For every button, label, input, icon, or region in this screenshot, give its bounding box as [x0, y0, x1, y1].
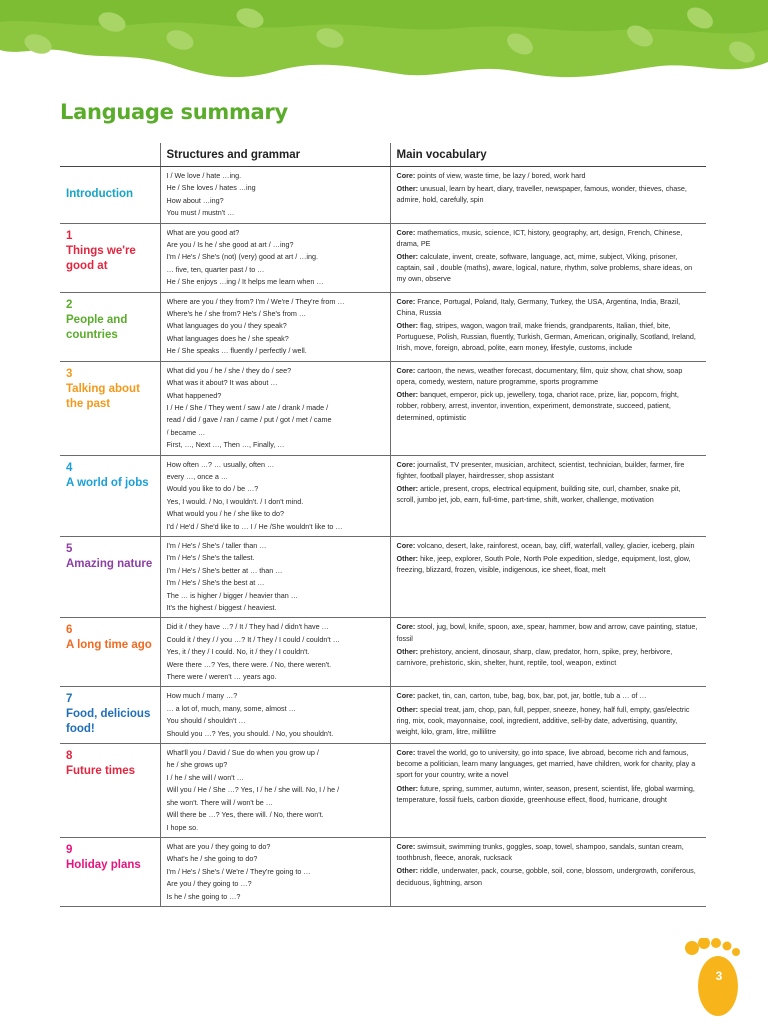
grammar-line: Will there be …? Yes, there will. / No, there won't.	[166, 810, 324, 820]
other-words: unusual, learn by heart, diary, traveller, newspaper, famous, wonder, thieves, chase, admire, hold, carefully, spin	[396, 184, 687, 205]
vocabulary-cell	[390, 687, 706, 744]
other-words: hike, jeep, explorer, South Pole, North Pole expedition, sledge, equipment, lost, glow, freezing, blizzard, frozen, visible, indigenous, ice sheet, float, melt	[396, 554, 691, 575]
vocabulary-cell	[390, 223, 706, 292]
grammar-line: Where are you / they from? I'm / We're / They're from …	[166, 296, 345, 306]
unit-cell	[60, 837, 160, 906]
other-vocabulary	[397, 483, 701, 505]
vocabulary-cell	[390, 536, 706, 617]
other-vocabulary	[397, 183, 701, 205]
unit-name: Introduction	[66, 188, 134, 200]
table-row	[60, 455, 706, 536]
other-vocabulary	[397, 553, 701, 575]
grammar-cell	[160, 361, 390, 455]
other-vocabulary	[397, 389, 701, 423]
grammar-line: How about …ing?	[166, 195, 224, 205]
table-header-row	[60, 143, 706, 167]
column-header-unit	[60, 143, 160, 167]
core-vocabulary	[397, 170, 701, 181]
core-label: Core:	[396, 227, 416, 237]
grammar-line: What'll you / David / Sue do when you grow up /	[166, 748, 319, 758]
grammar-line: I'm / He's / She's / We're / They're going to …	[166, 866, 311, 876]
grammar-line: It's the highest / biggest / heaviest.	[166, 603, 277, 612]
other-words: prehistory, ancient, dinosaur, sharp, claw, predator, horn, spike, prey, herbivore, carnivore, prehistoric, skin, shelter, hunt, reptile, tool, weapon, extinct	[396, 646, 673, 668]
other-words: riddle, underwater, pack, course, gobble, soil, cone, blossom, undergrowth, coniferous, deciduous, lightning, arson	[396, 866, 696, 887]
grammar-line: he / she grows up?	[166, 760, 228, 770]
core-words: cartoon, the news, weather forecast, documentary, film, quiz show, chat show, soap opera, comedy, western, nature programme, sports programme	[396, 365, 683, 386]
table-row	[60, 618, 706, 687]
unit-number: 2	[66, 298, 73, 311]
vocabulary-cell	[390, 837, 706, 906]
unit-name: Amazing nature	[66, 557, 153, 570]
grammar-line: Yes, I would. / No, I wouldn't. / I don't mind.	[166, 496, 304, 506]
core-vocabulary	[397, 227, 701, 249]
grammar-line: Should you …? Yes, you should. / No, you shouldn't.	[166, 728, 334, 738]
grammar-line: I / We love / hate …ing.	[166, 171, 242, 180]
other-words: calculate, invent, create, software, language, act, mime, subject, Viking, prisoner, captain, sail , double (maths), aware, logical, nature, rhythm, solve problems, share ideas, on my own, observe	[396, 252, 693, 284]
grammar-line: How often …? … usually, often …	[166, 459, 275, 469]
grammar-line: … a lot of, much, many, some, almost …	[166, 703, 296, 713]
core-words: stool, jug, bowl, knife, spoon, axe, spear, hammer, bow and arrow, cave painting, statue, fossil	[396, 622, 698, 643]
grammar-cell	[160, 223, 390, 292]
unit-cell	[60, 223, 160, 292]
grammar-line: I'd / He'd / She'd like to … I / He /She wouldn't like to …	[166, 521, 343, 531]
grammar-line: she won't. There will / won't be …	[166, 797, 273, 807]
core-label: Core:	[396, 171, 416, 180]
table-row	[60, 361, 706, 455]
other-label: Other:	[396, 783, 419, 793]
core-vocabulary	[397, 841, 701, 863]
other-vocabulary	[397, 704, 701, 738]
core-words: swimsuit, swimming trunks, goggles, soap, towel, shampoo, sandals, suntan cream, toothbrush, fleece, anorak, rucksack	[396, 841, 684, 863]
other-vocabulary	[397, 320, 701, 354]
core-label: Core:	[396, 748, 416, 758]
table-row	[60, 837, 706, 906]
grammar-line: You must / mustn't …	[166, 208, 235, 218]
vocabulary-cell	[390, 167, 706, 224]
unit-number: 4	[66, 461, 73, 474]
table-row	[60, 744, 706, 838]
unit-name: Things we're good at	[66, 244, 136, 272]
unit-cell	[60, 167, 160, 224]
core-words: packet, tin, can, carton, tube, bag, box, bar, pot, jar, bottle, tub a … of …	[417, 691, 647, 701]
other-words: special treat, jam, chop, pan, full, pepper, sneeze, honey, half full, empty, gas/electric ring, mix, cook, mayonnaise, cool, ingredient, additive, sell-by date, advertising, quantity, weight, kilo, gram, litre, millilitre	[396, 704, 690, 737]
unit-name: Future times	[66, 765, 136, 778]
core-label: Core:	[396, 622, 416, 632]
other-label: Other:	[396, 866, 419, 876]
unit-number: 9	[66, 843, 73, 856]
grammar-line: every …, once a …	[166, 471, 229, 481]
grammar-line: Where's he / she from? He's / She's from …	[166, 309, 307, 319]
table-row	[60, 223, 706, 292]
unit-name: A world of jobs	[66, 476, 149, 489]
unit-title	[66, 459, 154, 491]
grammar-line: Were there …? Yes, there were. / No, there weren't.	[166, 659, 332, 669]
other-vocabulary	[397, 783, 701, 805]
core-words: points of view, waste time, be lazy / bored, work hard	[417, 171, 586, 180]
grammar-cell	[160, 744, 390, 838]
column-header-vocabulary: Main vocabulary	[390, 143, 706, 167]
grammar-cell	[160, 536, 390, 617]
grammar-line: I / He / She / They went / saw / ate / drank / made /	[166, 402, 329, 412]
unit-title	[66, 365, 154, 412]
vocabulary-cell	[390, 361, 706, 455]
core-words: volcano, desert, lake, rainforest, ocean, bay, cliff, waterfall, valley, glacier, iceberg, plain	[417, 540, 695, 550]
grammar-cell	[160, 837, 390, 906]
other-label: Other:	[396, 704, 419, 714]
core-vocabulary	[397, 747, 701, 781]
grammar-line: … five, ten, quarter past / to …	[166, 264, 265, 274]
core-label: Core:	[396, 540, 416, 550]
other-label: Other:	[396, 184, 419, 194]
table-row	[60, 687, 706, 744]
unit-name: Food, delicious food!	[66, 708, 151, 736]
unit-cell	[60, 536, 160, 617]
other-vocabulary	[397, 646, 701, 668]
grammar-line: There were / weren't … years ago.	[166, 672, 277, 682]
other-vocabulary	[397, 865, 701, 887]
grammar-cell	[160, 687, 390, 744]
core-words: journalist, TV presenter, musician, architect, scientist, technician, builder, farmer, fire fighter, football player, hairdresser, shop assistant	[396, 459, 685, 480]
core-words: mathematics, music, science, ICT, history, geography, art, design, French, Chinese, drama, PE	[396, 227, 683, 248]
grammar-line: / became …	[166, 427, 206, 437]
vocabulary-cell	[390, 455, 706, 536]
grammar-line: Did it / they have …? / It / They had / didn't have …	[166, 622, 329, 632]
other-label: Other:	[396, 646, 419, 656]
unit-name: Holiday plans	[66, 858, 141, 871]
other-label: Other:	[396, 390, 419, 400]
grammar-line: Are you / they going to …?	[166, 879, 252, 889]
grammar-line: I hope so.	[166, 822, 199, 832]
grammar-line: What was it about? It was about …	[166, 378, 278, 388]
grammar-line: I'm / He's / She's (not) (very) good at art / …ing.	[166, 252, 319, 262]
grammar-line: Could it / they / / you …? It / They / I could / couldn't …	[166, 634, 340, 644]
grammar-line: What are you / they going to do?	[166, 841, 271, 851]
column-header-grammar: Structures and grammar	[160, 143, 390, 167]
unit-title	[66, 296, 154, 343]
table-row	[60, 167, 706, 224]
grammar-line: You should / shouldn't …	[166, 716, 246, 726]
vocabulary-cell	[390, 292, 706, 361]
core-vocabulary	[397, 621, 701, 643]
unit-title	[66, 690, 154, 737]
grammar-line: What happened?	[166, 390, 222, 400]
grammar-line: What languages do you / they speak?	[166, 321, 287, 331]
page-number: 3	[715, 969, 723, 983]
unit-title	[66, 841, 154, 873]
unit-name: A long time ago	[66, 639, 152, 652]
unit-title	[66, 747, 154, 779]
table-row	[60, 292, 706, 361]
core-label: Core:	[396, 365, 416, 375]
unit-title	[66, 227, 154, 274]
core-label: Core:	[396, 691, 416, 701]
language-summary-table	[60, 143, 706, 907]
unit-cell	[60, 618, 160, 687]
other-words: future, spring, summer, autumn, winter, season, present, scientist, life, global warming, temperature, fossil fuels, carbon dioxide, greenhouse effect, flood, hurricane, drought	[396, 783, 695, 804]
grammar-line: I / he / she will / won't …	[166, 772, 244, 782]
core-label: Core:	[396, 841, 416, 851]
unit-title	[66, 540, 154, 572]
grammar-line: Will you / He / She …? Yes, I / he / she will. No, I / he /	[166, 785, 340, 795]
core-label: Core:	[396, 296, 416, 306]
unit-cell	[60, 292, 160, 361]
grammar-line: read / did / gave / ran / came / put / got / met / came	[166, 415, 332, 425]
unit-number: 7	[66, 693, 73, 706]
other-label: Other:	[396, 321, 419, 331]
core-vocabulary	[397, 365, 701, 387]
vocabulary-cell	[390, 744, 706, 838]
core-words: France, Portugal, Poland, Italy, Germany, Turkey, the USA, Argentina, India, Brazil, China, Russia	[396, 296, 681, 317]
grammar-line: He / She loves / hates …ing	[166, 183, 256, 193]
unit-cell	[60, 361, 160, 455]
footprint-banner	[0, 0, 768, 95]
grammar-line: Would you like to do / be …?	[166, 484, 259, 494]
other-label: Other:	[396, 483, 419, 493]
grammar-line: First, …, Next …, Then …, Finally, …	[166, 440, 285, 450]
unit-number: 8	[66, 750, 73, 763]
grammar-line: I'm / He's / She's better at … than …	[166, 565, 283, 575]
grammar-cell	[160, 292, 390, 361]
grammar-cell	[160, 167, 390, 224]
grammar-line: What would you / he / she like to do?	[166, 509, 284, 519]
other-label: Other:	[396, 252, 419, 262]
unit-title	[66, 621, 154, 653]
grammar-cell	[160, 618, 390, 687]
grammar-line: The … is higher / bigger / heavier than …	[166, 590, 298, 600]
grammar-line: Is he / she going to …?	[166, 891, 241, 901]
grammar-line: How much / many …?	[166, 691, 238, 701]
core-vocabulary	[397, 459, 701, 481]
grammar-line: Yes, it / they / I could. No, it / they / I couldn't.	[166, 647, 310, 657]
unit-number: 5	[66, 542, 73, 555]
core-words: travel the world, go to university, go into space, live abroad, become rich and famous, become a politician, learn many languages, get married, have children, work for charity, play a sport for your country, write a novel	[396, 748, 696, 780]
core-label: Core:	[396, 459, 416, 469]
vocabulary-cell	[390, 618, 706, 687]
other-words: article, present, crops, electrical equipment, building site, curl, chamber, snake pit, scroll, jumbo jet, job, earn, full-time, part-time, shift, worker, challenge, motivation	[396, 483, 681, 505]
unit-number: 3	[66, 367, 73, 380]
unit-cell	[60, 687, 160, 744]
table-body	[60, 167, 706, 907]
unit-cell	[60, 744, 160, 838]
unit-cell	[60, 455, 160, 536]
grammar-cell	[160, 455, 390, 536]
unit-title	[66, 170, 154, 202]
other-words: flag, stripes, wagon, wagon trail, make friends, grandparents, Italian, thief, bite, Portuguese, Polish, Russian, fluently, Turkish, German, American, originally, Scotland, Ireland, Irish, move, foreign, abroad, polite, earn money, lifestyle, customs, include	[396, 321, 696, 353]
grammar-line: I'm / He's / She's the best at …	[166, 578, 265, 588]
unit-name: Talking about the past	[66, 382, 140, 410]
grammar-line: I'm / He's / She's / taller than …	[166, 540, 267, 550]
grammar-line: He / She enjoys …ing / It helps me learn when …	[166, 277, 324, 287]
core-vocabulary	[397, 540, 701, 551]
table-row	[60, 536, 706, 617]
grammar-line: What are you good at?	[166, 227, 240, 237]
unit-number: 6	[66, 624, 73, 637]
grammar-line: What did you / he / she / they do / see?	[166, 365, 292, 375]
core-vocabulary	[397, 690, 701, 701]
core-vocabulary	[397, 296, 701, 318]
grammar-line: I'm / He's / She's the tallest.	[166, 553, 255, 563]
grammar-line: He / She speaks … fluently / perfectly / well.	[166, 346, 307, 356]
page-title: Language summary	[60, 100, 288, 124]
other-label: Other:	[396, 554, 419, 564]
grammar-line: What languages does he / she speak?	[166, 333, 289, 343]
unit-name: People and countries	[66, 313, 128, 341]
grammar-line: What's he / she going to do?	[166, 854, 258, 864]
other-words: banquet, emperor, pick up, jewellery, toga, chariot race, prize, liar, popcorn, fright, robber, robbery, arrest, inventor, invention, experiment, demonstrate, succeed, patient, determined, optimistic	[396, 390, 679, 422]
grammar-line: Are you / Is he / she good at art / …ing?	[166, 240, 294, 250]
other-vocabulary	[397, 251, 701, 285]
unit-number: 1	[66, 229, 73, 242]
